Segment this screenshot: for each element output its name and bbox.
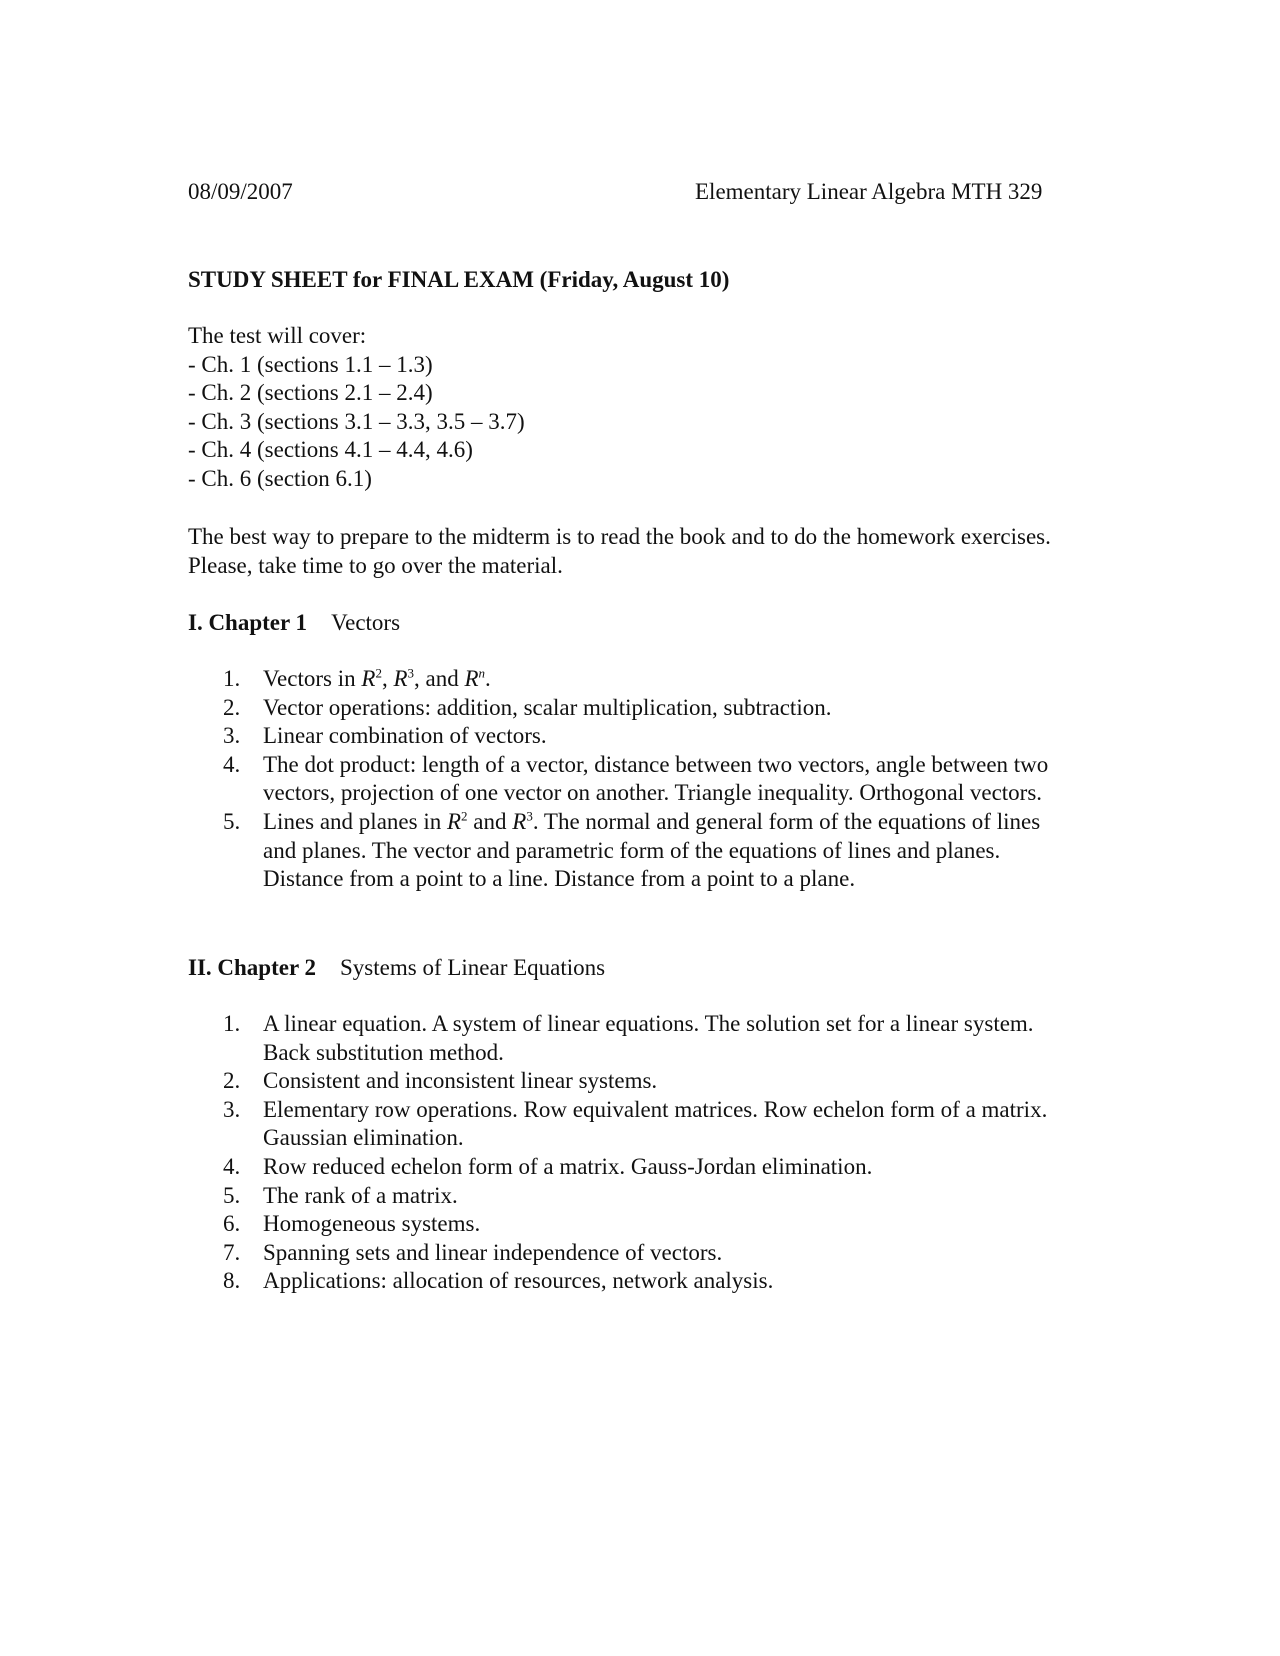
document-title: STUDY SHEET for FINAL EXAM (Friday, August 10) — [188, 267, 730, 292]
header-date: 08/09/2007 — [188, 179, 293, 204]
item-number: 1. — [223, 1011, 241, 1036]
item-text: Vector operations: addition, scalar multiplication, subtraction. — [263, 694, 832, 720]
math-symbol: R — [464, 666, 479, 691]
chapter1-name: Vectors — [331, 610, 401, 635]
list-item — [188, 1067, 1073, 1096]
list-item — [188, 1010, 1073, 1067]
list-item — [188, 722, 1073, 751]
item-text: Lines and planes in — [263, 808, 447, 834]
item-text: Elementary row operations. Row equivalent matrices. Row echelon form of a matrix. Gaussian elimination. — [263, 1096, 1048, 1151]
list-item — [188, 1182, 1073, 1211]
math-superscript: 3 — [526, 808, 533, 824]
math-superscript: n — [478, 665, 486, 681]
header-course: Elementary Linear Algebra MTH 329 — [695, 179, 1043, 204]
item-number: 7. — [223, 1239, 241, 1265]
item-text: The dot product: length of a vector, distance between two vectors, angle between two vectors, projection of one vector on another. Triangle inequality. Orthogonal vectors. — [263, 751, 1049, 806]
item-number: 4. — [223, 1153, 241, 1179]
list-item — [188, 751, 1073, 808]
list-item — [188, 1267, 1073, 1296]
chapter1-heading — [188, 607, 400, 639]
chapter1-topic-list — [188, 665, 1073, 894]
item-text: Consistent and inconsistent linear systems. — [263, 1068, 658, 1094]
list-item — [188, 694, 1073, 723]
item-text: A linear equation. A system of linear equations. The solution set for a linear system. Back substitution method. — [263, 1011, 1034, 1065]
item-text: , — [381, 666, 394, 691]
list-item — [188, 1096, 1073, 1153]
coverage-item: - Ch. 3 (sections 3.1 – 3.3, 3.5 – 3.7) — [188, 408, 525, 434]
item-number: 1. — [223, 666, 241, 691]
item-text: Vectors in — [263, 666, 362, 691]
list-item — [188, 1210, 1073, 1239]
chapter1-number: I. Chapter 1 — [188, 610, 308, 635]
item-text: Spanning sets and linear independence of vectors. — [263, 1239, 723, 1265]
list-item — [188, 665, 1073, 694]
math-symbol: R — [446, 808, 462, 834]
math-superscript: 2 — [461, 808, 468, 824]
item-text: The rank of a matrix. — [263, 1182, 458, 1208]
item-number: 5. — [223, 808, 241, 834]
item-text: Homogeneous systems. — [263, 1211, 481, 1237]
item-number: 4. — [223, 751, 241, 777]
item-number: 2. — [223, 1068, 241, 1094]
item-number: 2. — [223, 694, 241, 720]
coverage-intro: The test will cover: — [188, 323, 367, 348]
item-text: Applications: allocation of resources, network analysis. — [263, 1268, 774, 1294]
list-item — [188, 1153, 1073, 1182]
list-item — [188, 808, 1073, 894]
item-text: and — [467, 808, 513, 834]
item-number: 8. — [223, 1268, 241, 1294]
coverage-item: - Ch. 2 (sections 2.1 – 2.4) — [188, 380, 433, 406]
item-text: , and — [414, 666, 465, 691]
list-item — [188, 1239, 1073, 1268]
item-number: 3. — [223, 1096, 241, 1122]
item-text: . — [485, 666, 491, 691]
item-text: . The normal and general form of the equations of lines and planes. The vector and parametric form of the equations of lines and planes. Distance from a point to a line. Distance from a point to a plane. — [263, 808, 1041, 892]
math-superscript: 3 — [407, 665, 414, 681]
coverage-item: - Ch. 1 (sections 1.1 – 1.3) — [188, 351, 433, 377]
chapter2-heading — [188, 952, 605, 984]
math-symbol: R — [393, 666, 408, 691]
coverage-item: - Ch. 4 (sections 4.1 – 4.4, 4.6) — [188, 437, 473, 463]
item-text: Row reduced echelon form of a matrix. Gauss-Jordan elimination. — [263, 1153, 873, 1179]
chapter2-number: II. Chapter 2 — [188, 955, 317, 980]
math-symbol: R — [361, 666, 376, 691]
item-number: 3. — [223, 723, 241, 749]
chapter2-topic-list — [188, 1010, 1073, 1296]
item-number: 5. — [223, 1182, 241, 1208]
coverage-item: - Ch. 6 (section 6.1) — [188, 465, 372, 491]
coverage-block — [188, 322, 525, 494]
math-superscript: 2 — [375, 665, 382, 681]
advice-paragraph: The best way to prepare to the midterm is to read the book and to do the homework exercises. Please, take time to go over the material. — [188, 524, 1051, 578]
chapter2-name: Systems of Linear Equations — [340, 955, 606, 980]
item-text: Linear combination of vectors. — [263, 723, 547, 749]
item-number: 6. — [223, 1211, 241, 1237]
math-symbol: R — [512, 808, 527, 834]
